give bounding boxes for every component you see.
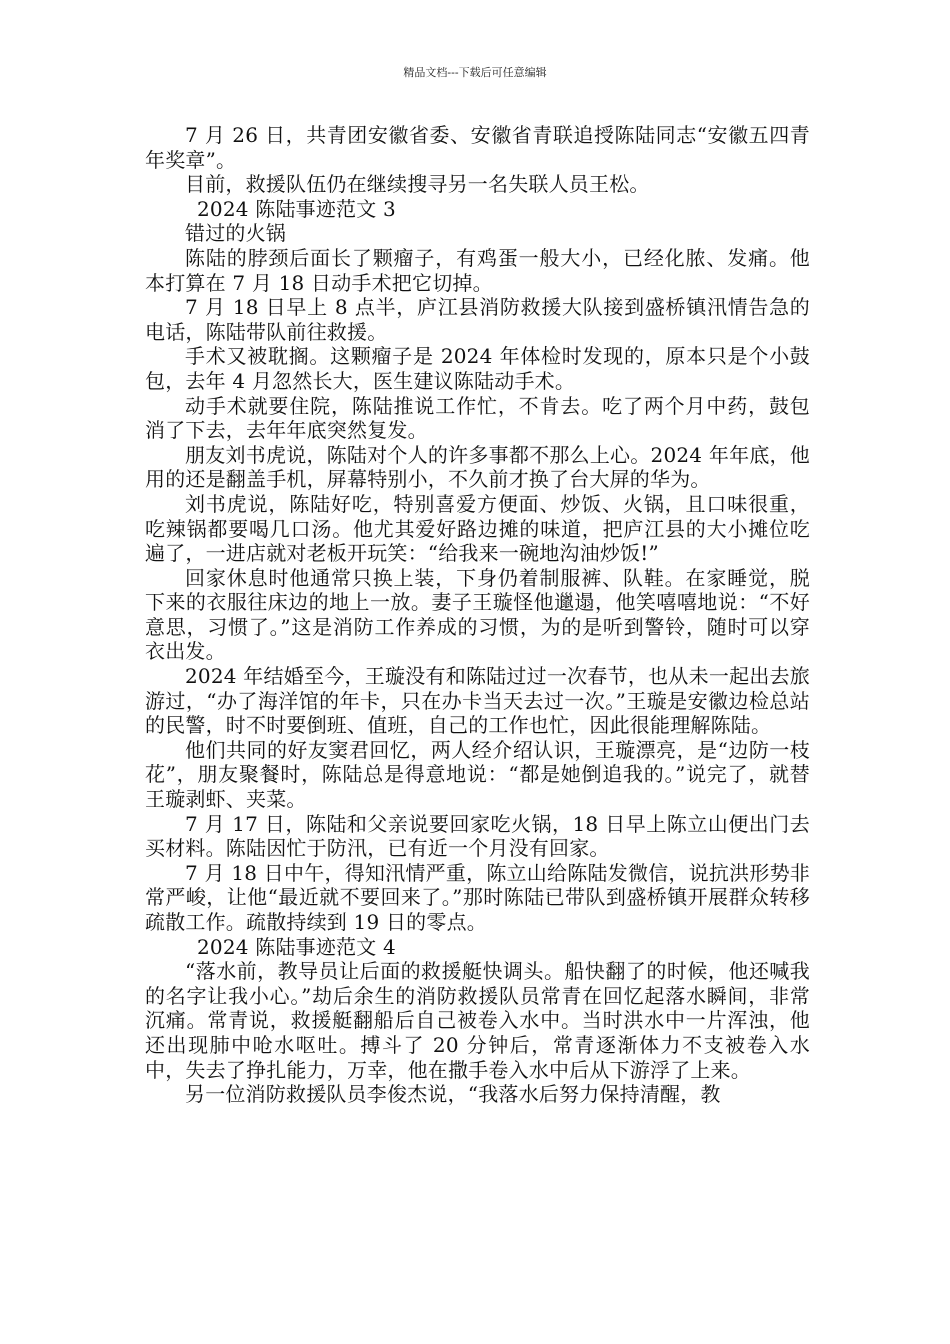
document-body (145, 123, 810, 1107)
paragraph: 他们共同的好友窦君回忆，两人经介绍认识，王璇漂亮，是“边防一枝花”，朋友聚餐时，陈陆总是得意地说：“都是她倒追我的。”说完了，就替王璇剥虾、夹菜。 (145, 737, 810, 812)
article-title: 错过的火锅 (185, 221, 286, 246)
paragraph: 7 月 26 日，共青团安徽省委、安徽省青联追授陈陆同志“安徽五四青年奖章”。 (145, 123, 810, 172)
paragraph: 2024 年结婚至今，王璇没有和陈陆过过一次春节，也从未一起出去旅游过，“办了海洋馆的年卡，只在办卡当天去过一次。”王璇是安徽边检总站的民警，时不时要倒班、值班，自己的工作也忙，因此很能理解陈陆。 (145, 664, 810, 738)
paragraph: 7 月 17 日，陈陆和父亲说要回家吃火锅，18 日早上陈立山便出门去买材料。陈陆因忙于防汛，已有近一个月没有回家。 (145, 811, 810, 861)
paragraph: 陈陆的脖颈后面长了颗瘤子，有鸡蛋一般大小，已经化脓、发痛。他本打算在 7 月 18 日动手术把它切掉。 (145, 245, 810, 295)
paragraph: 7 月 18 日中午，得知汛情严重，陈立山给陈陆发微信，说抗洪形势非常严峻，让他“最近就不要回来了。”那时陈陆已带队到盛桥镇开展群众转移疏散工作。疏散持续到 19 日的零点。 (145, 860, 810, 934)
paragraph: 7 月 18 日早上 8 点半，庐江县消防救援大队接到盛桥镇汛情告急的电话，陈陆带队前往救援。 (145, 295, 810, 344)
paragraph: 回家休息时他通常只换上装，下身仍着制服裤、队鞋。在家睡觉，脱下来的衣服往床边的地上一放。妻子王璇怪他邋遢，他笑嘻嘻地说：“不好意思，习惯了。”这是消防工作养成的习惯，为的是听到警铃，随时可以穿衣出发。 (145, 565, 810, 664)
section-heading: 2024 陈陆事迹范文 3 (197, 196, 396, 221)
paragraph: 朋友刘书虎说，陈陆对个人的许多事都不那么上心。2024 年年底，他用的还是翻盖手机，屏幕特别小，不久前才换了台大屏的华为。 (145, 442, 810, 492)
paragraph: “落水前，教导员让后面的救援艇快调头。船快翻了的时候，他还喊我的名字让我小心。”劫后余生的消防救援队员常青在回忆起落水瞬间，非常沉痛。常青说，救援艇翻船后自己被卷入水中。当时洪水中一片浑浊，他还出现肺中呛水呕吐。搏斗了 20 分钟后，常青逐渐体力不支被卷入水中，失去了挣扎能力，万幸，他在撒手卷入水中后从下游浮了上来。 (145, 959, 810, 1082)
paragraph: 手术又被耽搁。这颗瘤子是 2024 年体检时发现的，原本只是个小鼓包，去年 4 月忽然长大，医生建议陈陆动手术。 (145, 344, 810, 393)
section-heading: 2024 陈陆事迹范文 4 (197, 934, 396, 959)
page-header: 精品文档---下载后可任意编辑 (403, 66, 547, 79)
paragraph: 刘书虎说，陈陆好吃，特别喜爱方便面、炒饭、火锅，且口味很重，吃辣锅都要喝几口汤。他尤其爱好路边摊的味道，把庐江县的大小摊位吃遍了，一进店就对老板开玩笑：“给我来一碗地沟油炒饭!” (145, 491, 810, 566)
paragraph: 动手术就要住院，陈陆推说工作忙，不肯去。吃了两个月中药，鼓包消了下去，去年年底突然复发。 (145, 393, 810, 443)
paragraph: 目前，救援队伍仍在继续搜寻另一名失联人员王松。 (185, 172, 650, 197)
paragraph: 另一位消防救援队员李俊杰说，“我落水后努力保持清醒，教 (185, 1082, 721, 1107)
